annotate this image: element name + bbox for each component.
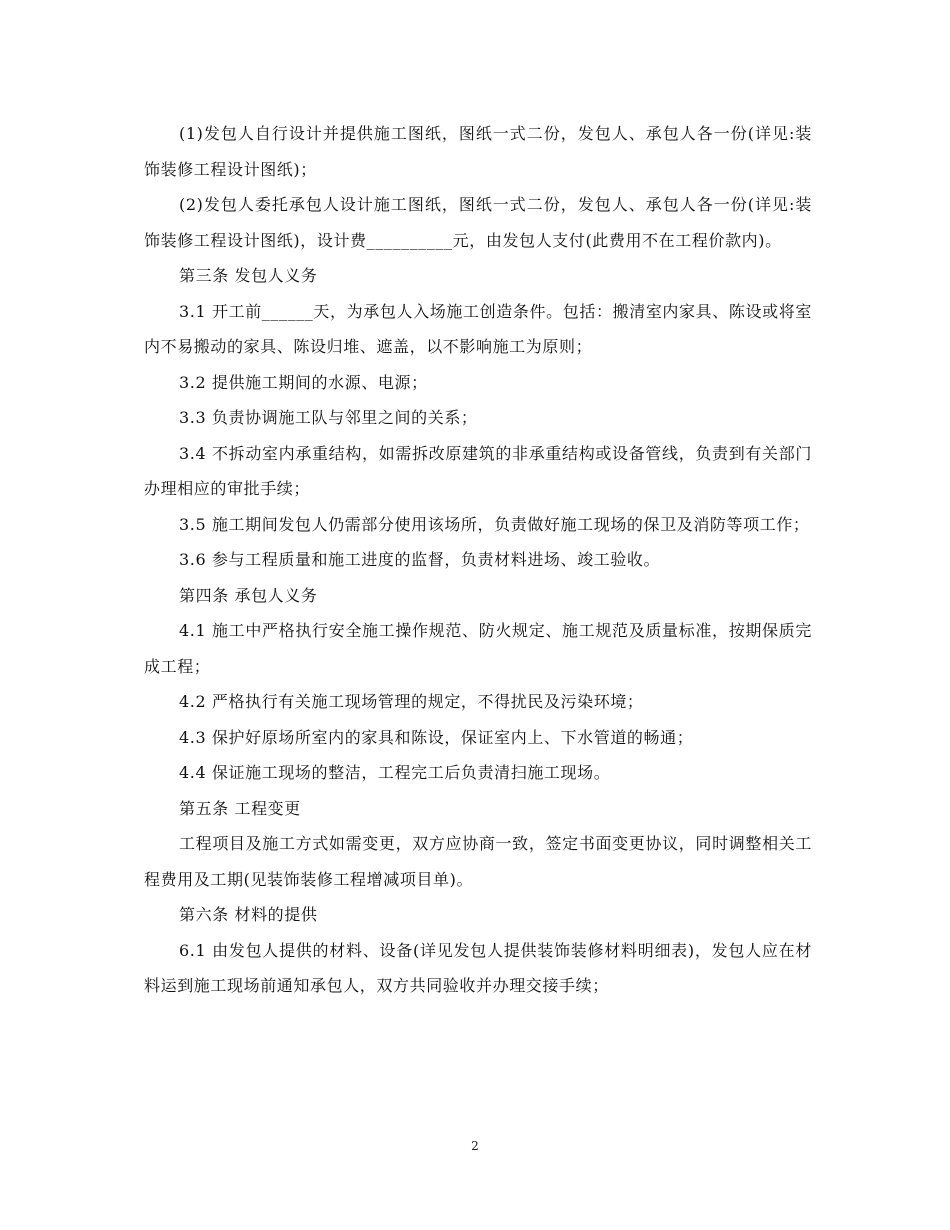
clause-4-1: 4.1 施工中严格执行安全施工操作规范、防火规定、施工规范及质量标准，按期保质完成工程； bbox=[144, 621, 812, 676]
heading-article-4: 第四条 承包人义务 bbox=[179, 585, 318, 605]
clause-4-3: 4.3 保护好原场所室内的家具和陈设，保证室内上、下水管道的畅通； bbox=[179, 727, 694, 747]
article-5-body: 工程项目及施工方式如需变更，双方应协商一致，签定书面变更协议，同时调整相关工程费用及工期(见装饰装修工程增减项目单)。 bbox=[144, 834, 812, 889]
heading-article-6: 第六条 材料的提供 bbox=[179, 905, 318, 924]
heading-article-5: 第五条 工程变更 bbox=[179, 798, 301, 818]
clause-3-5: 3.5 施工期间发包人仍需部分使用该场所，负责做好施工现场的保卫及消防等项工作； bbox=[179, 514, 810, 534]
document-body bbox=[144, 116, 812, 1004]
paragraph-design-option-2: (2)发包人委托承包人设计施工图纸，图纸一式二份，发包人、承包人各一份(详见:装饰装修工程设计图纸)，设计费__________元，由发包人支付(此费用不在工程价款内)。 bbox=[144, 195, 812, 250]
page-number: 2 bbox=[471, 1139, 479, 1153]
clause-3-4: 3.4 不拆动室内承重结构，如需拆改原建筑的非承重结构或设备管线，负责到有关部门办理相应的审批手续； bbox=[144, 443, 812, 498]
clause-3-1: 3.1 开工前______天，为承包人入场施工创造条件。包括：搬清室内家具、陈设或将室内不易搬动的家具、陈设归堆、遮盖，以不影响施工为原则； bbox=[144, 301, 812, 356]
heading-article-3: 第三条 发包人义务 bbox=[179, 266, 318, 285]
clause-6-1: 6.1 由发包人提供的材料、设备(详见发包人提供装饰装修材料明细表)，发包人应在材料运到施工现场前通知承包人，双方共同验收并办理交接手续； bbox=[144, 940, 812, 995]
clause-4-2: 4.2 严格执行有关施工现场管理的规定，不得扰民及污染环境； bbox=[179, 692, 644, 711]
clause-4-4: 4.4 保证施工现场的整洁，工程完工后负责清扫施工现场。 bbox=[179, 763, 611, 782]
paragraph-design-option-1: (1)发包人自行设计并提供施工图纸，图纸一式二份，发包人、承包人各一份(详见:装饰装修工程设计图纸)； bbox=[144, 124, 812, 179]
clause-3-6: 3.6 参与工程质量和施工进度的监督，负责材料进场、竣工验收。 bbox=[179, 550, 661, 569]
clause-3-3: 3.3 负责协调施工队与邻里之间的关系； bbox=[179, 408, 478, 427]
clause-3-2: 3.2 提供施工期间的水源、电源； bbox=[179, 372, 428, 392]
